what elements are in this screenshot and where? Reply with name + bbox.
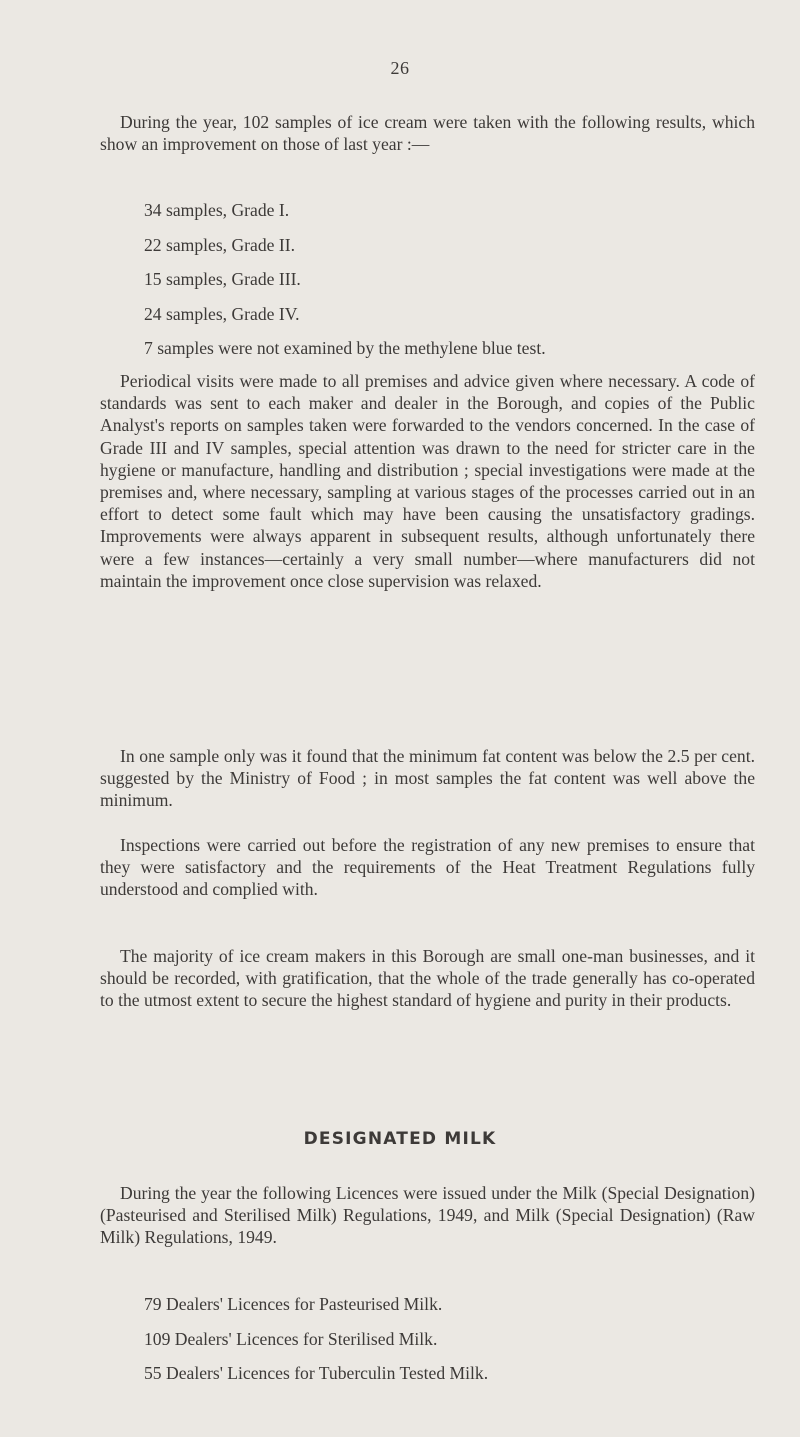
list-item: 55 Dealers' Licences for Tuberculin Tested Milk.	[144, 1363, 489, 1383]
ice-cream-section	[100, 111, 755, 155]
designated-milk-section	[100, 1182, 755, 1249]
page-number: 26	[390, 58, 410, 78]
body-paragraph: The majority of ice cream makers in this Borough are small one-man businesses, and it should be recorded, with gratification, that the whole of the trade generally has co-operated to the utmost extent to secure the highest standard of hygiene and purity in their products.	[100, 946, 755, 1011]
designated-milk-intro-paragraph: During the year the following Licences were issued under the Milk (Special Designation) (Pasteurised and Sterilised Milk) Regulations, 1949, and Milk (Special Designation) (Raw Milk) Regulations, 1949.	[100, 1183, 755, 1248]
licences-list	[100, 1293, 755, 1397]
ice-cream-intro-paragraph: During the year, 102 samples of ice cream were taken with the following results, which show an improvement on those of last year :—	[100, 112, 755, 155]
list-item: 24 samples, Grade IV.	[144, 303, 300, 324]
list-item: 79 Dealers' Licences for Pasteurised Milk.	[144, 1294, 443, 1314]
list-item: 7 samples were not examined by the methylene blue test.	[144, 338, 546, 358]
section-heading: DESIGNATED MILK	[303, 1129, 497, 1149]
ice-cream-results-list	[100, 199, 755, 372]
list-item: 109 Dealers' Licences for Sterilised Milk.	[144, 1328, 438, 1349]
licences-list-container	[100, 1293, 755, 1397]
paragraph-block-4	[100, 945, 755, 1012]
paragraph-block-3	[100, 834, 755, 901]
body-paragraph: In one sample only was it found that the minimum fat content was below the 2.5 per cent. suggested by the Ministry of Food ; in most samples the fat content was well above the minimum.	[100, 746, 755, 811]
list-item: 15 samples, Grade III.	[144, 269, 301, 289]
body-paragraph: Inspections were carried out before the registration of any new premises to ensure that they were satisfactory and the requirements of the Heat Treatment Regulations fully understood and complied with.	[100, 835, 755, 900]
list-item: 22 samples, Grade II.	[144, 234, 295, 255]
body-paragraph: Periodical visits were made to all premises and advice given where necessary. A code of standards was sent to each maker and dealer in the Borough, and copies of the Public Analyst's reports on samples taken were forwarded to the vendors concerned. In the case of Grade III and IV samples, special attention was drawn to the need for stricter care in the hygiene or manufacture, handling and distribution ; special investigations were made at the premises and, where necessary, sampling at various stages of the processes carried out in an effort to detect some fault which may have been causing the unsatisfactory gradings. Improvements were always apparent in subsequent results, although unfortunately there were a few instances—certainly a very small number—where manufacturers did not maintain the improvement once close supervision was relaxed.	[100, 371, 755, 591]
ice-cream-results-list-container	[100, 199, 755, 372]
paragraph-block-1	[100, 370, 755, 592]
paragraph-block-2	[100, 745, 755, 812]
list-item: 34 samples, Grade I.	[144, 200, 290, 220]
